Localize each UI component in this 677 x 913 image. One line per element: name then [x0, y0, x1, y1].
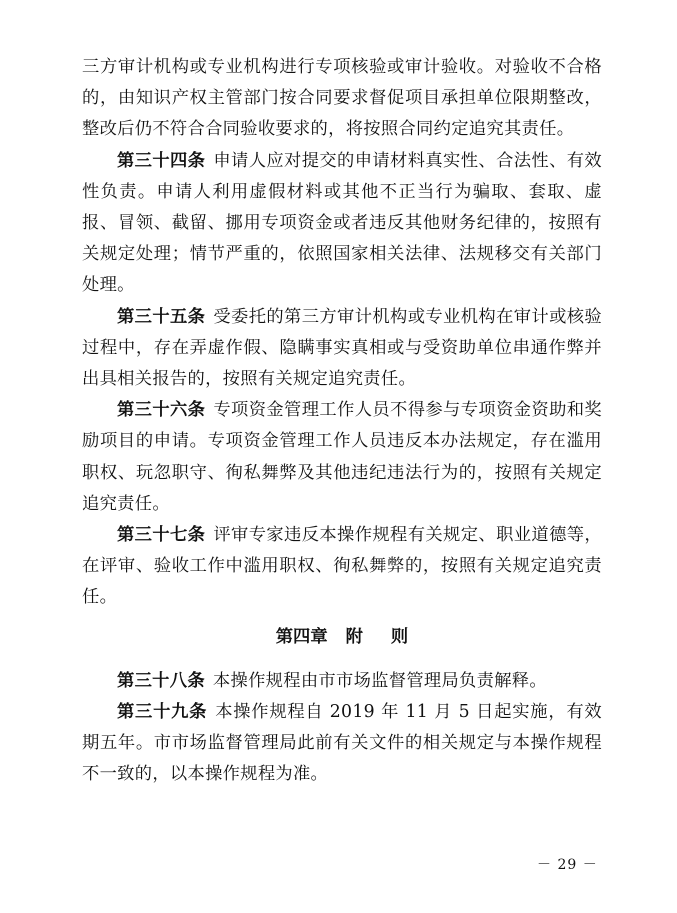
article-number: 第三十七条: [117, 525, 206, 546]
article-text: 申请人应对提交的申请材料真实性、合法性、有效性负责。申请人利用虚假材料或其他不正当行为骗取、套取、虚报、冒领、截留、挪用专项资金或者违反其他财务纪律的，按照有关规定处理；情节严重的，依照国家相关法律、法规移交有关部门处理。: [82, 150, 602, 296]
chapter-heading: [82, 616, 602, 658]
paragraph-continued: [82, 52, 602, 146]
chapter-title-part1: 附: [345, 626, 363, 647]
chapter-title-part2: 则: [390, 626, 409, 647]
article-number: 第三十六条: [117, 400, 206, 421]
article-37: [82, 520, 602, 614]
article-text: 评审专家违反本操作规程有关规定、职业道德等，在评审、验收工作中滥用职权、徇私舞弊的，按照有关规定追究责任。: [82, 525, 602, 608]
chapter-number: 第四章: [275, 626, 328, 647]
article-36: [82, 395, 602, 520]
article-39: [82, 697, 602, 791]
article-text: 受委托的第三方审计机构或专业机构在审计或核验过程中，存在弄虚作假、隐瞒事实真相或与受资助单位串通作弊并出具相关报告的，按照有关规定追究责任。: [82, 306, 602, 390]
article-number: 第三十九条: [117, 701, 208, 722]
article-text: 本操作规程由市市场监督管理局负责解释。: [212, 670, 547, 691]
article-number: 第三十五条: [117, 306, 206, 327]
article-number: 第三十四条: [117, 150, 206, 171]
article-number: 第三十八条: [117, 670, 205, 691]
article-38: [82, 666, 602, 697]
article-text: 本操作规程自 2019 年 11 月 5 日起实施，有效期五年。市市场监督管理局此前有关文件的相关规定与本操作规程不一致的，以本操作规程为准。: [82, 701, 602, 785]
article-34: [82, 146, 602, 302]
document-page: [82, 52, 602, 790]
article-35: [82, 302, 602, 396]
paragraph-text: 三方审计机构或专业机构进行专项核验或审计验收。对验收不合格的，由知识产权主管部门按合同要求督促项目承担单位限期整改，整改后仍不符合合同验收要求的，将按照合同约定追究其责任。: [82, 57, 602, 140]
page-number: － 29 －: [537, 857, 598, 873]
article-text: 专项资金管理工作人员不得参与专项资金资助和奖励项目的申请。专项资金管理工作人员违反本办法规定，存在滥用职权、玩忽职守、徇私舞弊及其他违纪违法行为的，按照有关规定追究责任。: [82, 400, 602, 514]
